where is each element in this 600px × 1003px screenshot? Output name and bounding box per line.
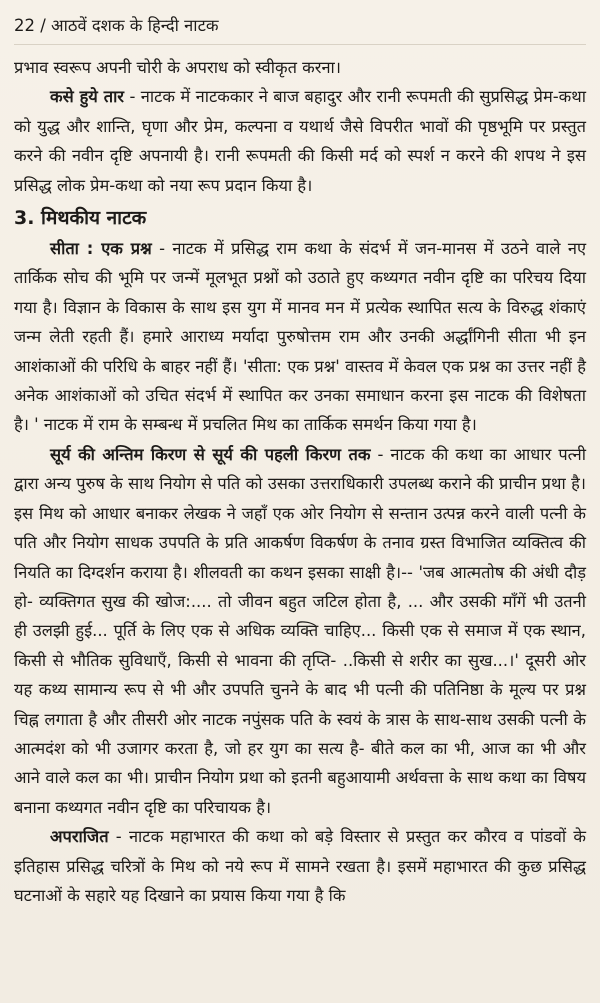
paragraph-kase-huye-taar bbox=[14, 82, 586, 200]
paragraph-text: - नाटक में नाटककार ने बाज बहादुर और रानी रूपमती की सुप्रसिद्ध प्रेम-कथा को युद्ध और शान्ति, घृणा और प्रेम, कल्पना व यथार्थ जैसे विपरीत भावों की पृष्ठभूमि पर प्रस्तुत करने की नवीन दृष्टि अपनायी है। रानी रूपमती की किसी मर्द को स्पर्श न करने की शपथ ने इस प्रसिद्ध लोक प्रेम-कथा को नया रूप प्रदान किया है। bbox=[14, 87, 586, 195]
section-heading: 3. मिथकीय नाटक bbox=[14, 207, 147, 230]
paragraph-surya-ki-kiran bbox=[14, 440, 586, 822]
page-body bbox=[14, 53, 586, 910]
paragraph-text: - नाटक में प्रसिद्ध राम कथा के संदर्भ में जन-मानस में उठने वाले नए तार्किक सोच की भूमि पर जन्में मूलभूत प्रश्नों को उठाते हुए कथ्यगत नवीन दृष्टि का परिचय दिया गया है। विज्ञान के विकास के साथ इस युग में मानव मन में प्रत्येक स्थापित सत्य के विरुद्ध शंकाएं जन्म लेती रहती हैं। हमारे आराध्य मर्यादा पुरुषोत्तम राम और उनकी अर्द्धांगिनी सीता भी इन आशंकाओं की परिधि के बाहर नहीं हैं। 'सीता: एक प्रश्न' वास्तव में केवल एक प्रश्न का उत्तर नहीं है अनेक आशंकाओं को उचित संदर्भ में स्थापित कर उनका समाधान करना इस नाटक की विशेषता है। ' नाटक में राम के सम्बन्ध में प्रचलित मिथ का तार्किक समर्थन किया गया है। bbox=[14, 239, 587, 435]
paragraph-continuation: प्रभाव स्वरूप अपनी चोरी के अपराध को स्वीकृत करना। bbox=[14, 58, 341, 77]
paragraph-sita-ek-prashn bbox=[14, 234, 586, 440]
play-title-surya-ki-kiran: सूर्य की अन्तिम किरण से सूर्य की पहली किरण तक bbox=[50, 444, 371, 464]
paragraph-text: - नाटक की कथा का आधार पत्नी द्वारा अन्य पुरुष के साथ नियोग से पति को उसका उत्तराधिकारी उपलब्ध कराने की प्राचीन प्रथा है। इस मिथ को आधार बनाकर लेखक ने जहाँ एक ओर नियोग से सन्तान उत्पन्न करने वाली पत्नी के पति और नियोग साधक उपपति के प्रति आकर्षण विकर्षण के तनाव ग्रस्त विभाजित व्यक्तित्व की नियति का दिग्दर्शन कराया है। शीलवती का कथन इसका साक्षी है।-- 'जब आत्मतोष की अंधी दौड़ हो- व्यक्तिगत सुख की खोज:.... तो जीवन बहुत जटिल होता है, ... और उसकी माँगें भी उतनी ही उलझी हुई... पूर्ति के लिए एक से अधिक व्यक्ति चाहिए... किसी एक से समाज में एक स्थान, किसी से भौतिक सुविधाएँ, किसी से भावना की तृप्ति- ..किसी से शरीर का सुख...।' दूसरी ओर यह कथ्य सामान्य रूप से भी और उपपति चुनने के बाद भी पत्नी की पतिनिष्ठा के मूल्य पर प्रश्न चिह्न लगाता है और तीसरी ओर नाटक नपुंसक पति के स्वयं के त्रास के साथ-साथ उसकी पत्नी के आत्मदंश को भी उजागर करता है, जो हर युग का सत्य है- बीते कल का भी, आज का भी और आने वाले कल का भी। प्राचीन नियोग प्रथा को इतनी बहुआयामी अर्थवत्ता के साथ कथा का विषय बनाना कथ्यगत नवीन दृष्टि का परिचायक है। bbox=[14, 444, 587, 817]
play-title-kase-huye-taar: कसे हुये तार bbox=[50, 87, 125, 107]
paragraph-aparajit bbox=[14, 822, 586, 910]
paragraph-text: - नाटक महाभारत की कथा को बड़े विस्तार से प्रस्तुत कर कौरव व पांडवों के इतिहास प्रसिद्ध चरित्रों के मिथ को नये रूप में सामने रखता है। इसमें महाभारत की कुछ प्रसिद्ध घटनाओं के सहारे यह दिखाने का प्रयास किया गया है कि bbox=[14, 827, 586, 905]
play-title-sita-ek-prashn: सीता : एक प्रश्न bbox=[50, 239, 152, 259]
running-head: 22 / आठवें दशक के हिन्दी नाटक bbox=[14, 14, 586, 45]
play-title-aparajit: अपराजित bbox=[50, 827, 109, 847]
